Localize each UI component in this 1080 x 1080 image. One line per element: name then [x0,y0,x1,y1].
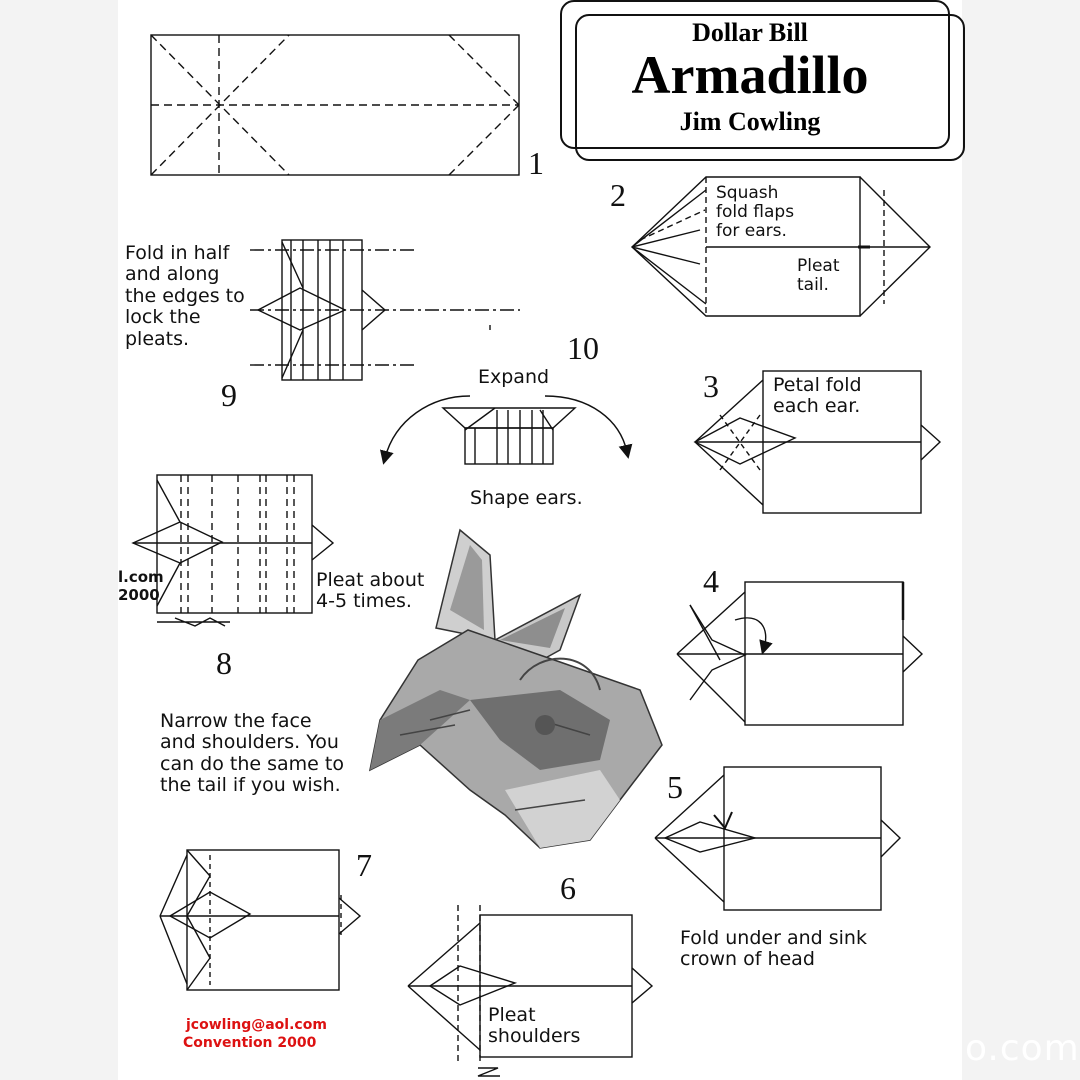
step-5-diagram [655,767,900,910]
step-number-2: 2 [610,177,626,213]
credit-convention: Convention 2000 [183,1035,317,1051]
credit-email: jcowling@aol.com [186,1017,327,1033]
pleat-tail-note: Pleat tail. [797,256,840,296]
step-number-6: 6 [560,870,576,906]
fold-half-note: Fold in half and along the edges to lock the pleats. [125,242,245,350]
pleat-times-note: Pleat about 4-5 times. [316,569,425,613]
step-4-diagram [677,582,922,725]
step-number-3: 3 [703,368,719,404]
step-9-diagram [250,240,520,380]
sink-note: Fold under and sink crown of head [680,927,867,971]
cut-credit-top: l.com [118,568,164,586]
step-number-1: 1 [528,145,544,181]
step-number-8: 8 [216,645,232,681]
step-number-10: 10 [567,330,599,366]
step-7-diagram [160,850,360,990]
title-author: Jim Cowling [679,107,821,136]
petal-note: Petal fold each ear. [773,374,862,418]
squash-note: Squash fold flaps for ears. [716,183,795,242]
shape-ears-note: Shape ears. [470,487,583,509]
step-10-diagram [385,396,627,464]
step-6-diagram [408,905,652,1076]
step-number-7: 7 [356,847,372,883]
watermark: o.com [965,1028,1080,1069]
narrow-note: Narrow the face and shoulders. You can do the same to the tail if you wish. [160,710,344,797]
step-1-diagram [151,35,519,175]
cut-credit-bottom: 2000 [118,586,160,604]
step-number-9: 9 [221,377,237,413]
step-8-diagram [133,475,333,626]
title-top: Dollar Bill [692,18,808,47]
pleat-shoulders-note: Pleat shoulders [488,1004,581,1048]
step-number-5: 5 [667,769,683,805]
expand-note: Expand [478,366,550,388]
step-number-4: 4 [703,563,719,599]
title-main: Armadillo [631,45,869,105]
